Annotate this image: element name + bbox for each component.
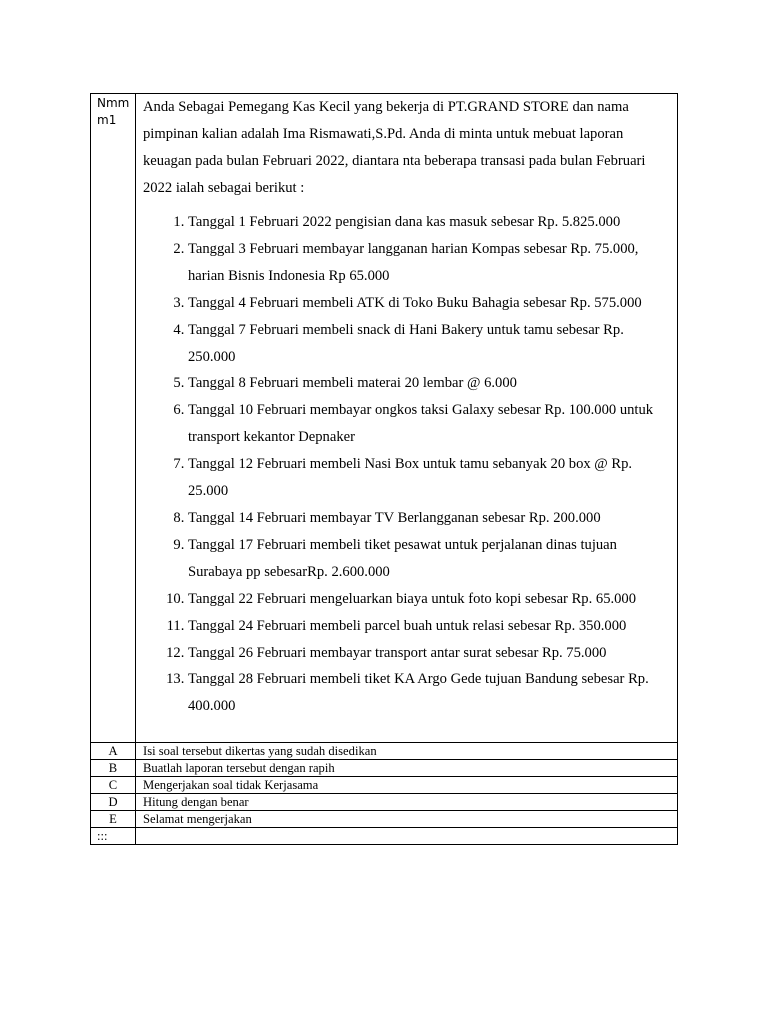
- table-row: [91, 743, 678, 760]
- list-item: 11. Tanggal 24 Februari membeli parcel buah untuk relasi sebesar Rp. 350.000: [188, 613, 669, 640]
- table-row: [91, 777, 678, 794]
- table-row: [91, 828, 678, 845]
- list-item: 1. Tanggal 1 Februari 2022 pengisian dana kas masuk sebesar Rp. 5.825.000: [188, 209, 669, 236]
- row-label: E: [91, 811, 136, 828]
- transaction-list: [136, 209, 677, 720]
- list-item: 3. Tanggal 4 Februari membeli ATK di Toko Buku Bahagia sebesar Rp. 575.000: [188, 290, 669, 317]
- list-item: 7. Tanggal 12 Februari membeli Nasi Box untuk tamu sebanyak 20 box @ Rp. 25.000: [188, 451, 669, 505]
- list-item: 12. Tanggal 26 Februari membayar transport antar surat sebesar Rp. 75.000: [188, 640, 669, 667]
- row-text: Mengerjakan soal tidak Kerjasama: [136, 777, 678, 794]
- main-row: [91, 94, 678, 743]
- list-item: 4. Tanggal 7 Februari membeli snack di Hani Bakery untuk tamu sebesar Rp. 250.000: [188, 317, 669, 371]
- intro-paragraph: Anda Sebagai Pemegang Kas Kecil yang bekerja di PT.GRAND STORE dan nama pimpinan kalian adalah Ima Rismawati,S.Pd. Anda di minta untuk mebuat laporan keuagan pada bulan Februari 2022, diantara nta beberapa transasi pada bulan Februari 2022 ialah sebagai berikut :: [143, 99, 646, 196]
- row-label: D: [91, 794, 136, 811]
- table-row: [91, 811, 678, 828]
- document-table: [90, 93, 678, 845]
- list-item: 10. Tanggal 22 Februari mengeluarkan biaya untuk foto kopi sebesar Rp. 65.000: [188, 586, 669, 613]
- row-label: C: [91, 777, 136, 794]
- empty-cell: [136, 828, 678, 845]
- row-text: Isi soal tersebut dikertas yang sudah disedikan: [136, 743, 678, 760]
- list-item: 2. Tanggal 3 Februari membayar langganan harian Kompas sebesar Rp. 75.000, harian Bisnis Indonesia Rp 65.000: [188, 236, 669, 290]
- row-text: Selamat mengerjakan: [136, 811, 678, 828]
- content-cell: [136, 94, 678, 743]
- row-text: Buatlah laporan tersebut dengan rapih: [136, 760, 678, 777]
- code-text: Nmmm1: [97, 96, 130, 127]
- list-item: 8. Tanggal 14 Februari membayar TV Berlangganan sebesar Rp. 200.000: [188, 505, 669, 532]
- row-label: :::: [91, 828, 136, 845]
- code-cell: [91, 94, 136, 743]
- row-label: A: [91, 743, 136, 760]
- list-item: 9. Tanggal 17 Februari membeli tiket pesawat untuk perjalanan dinas tujuan Surabaya pp sebesarRp. 2.600.000: [188, 532, 669, 586]
- row-label: B: [91, 760, 136, 777]
- list-item: 13. Tanggal 28 Februari membeli tiket KA Argo Gede tujuan Bandung sebesar Rp. 400.000: [188, 666, 669, 720]
- row-text: Hitung dengan benar: [136, 794, 678, 811]
- list-item: 5. Tanggal 8 Februari membeli materai 20 lembar @ 6.000: [188, 370, 669, 397]
- table-row: [91, 794, 678, 811]
- table-row: [91, 760, 678, 777]
- list-item: 6. Tanggal 10 Februari membayar ongkos taksi Galaxy sebesar Rp. 100.000 untuk transport kekantor Depnaker: [188, 397, 669, 451]
